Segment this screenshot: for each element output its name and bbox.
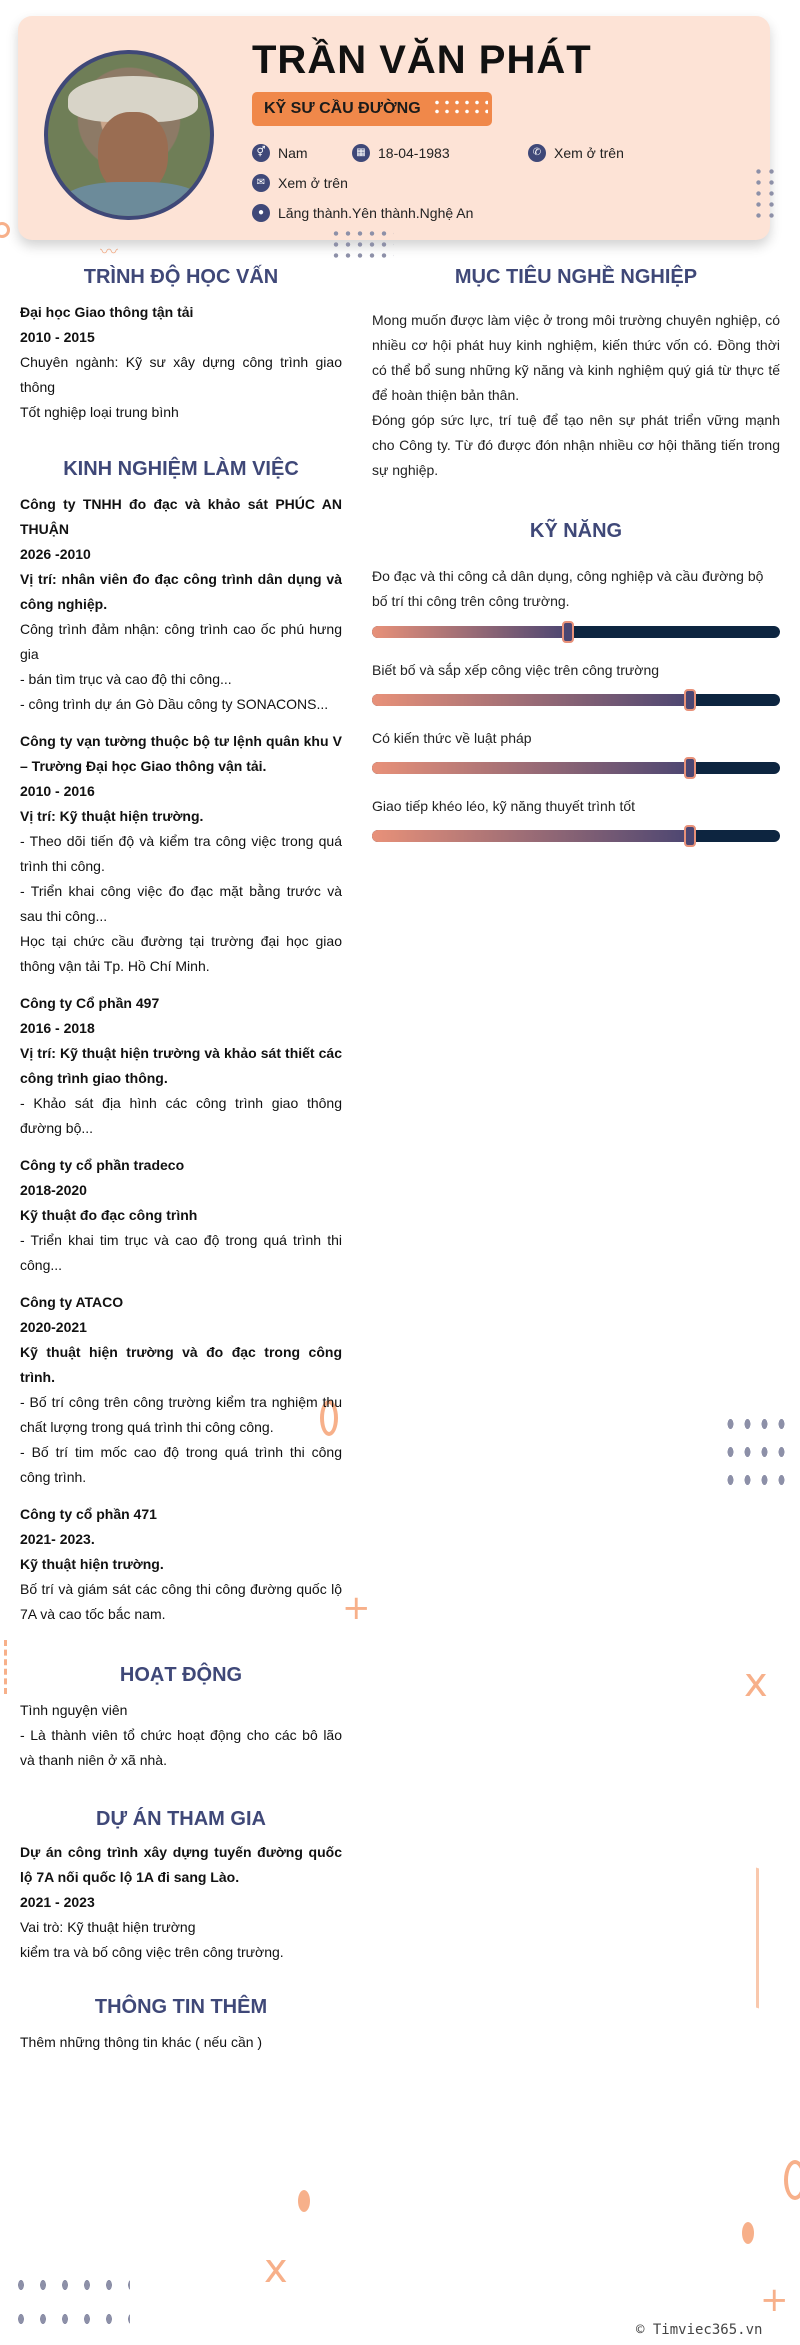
profile-header bbox=[18, 16, 770, 240]
objective-heading: MỤC TIÊU NGHỀ NGHIỆP bbox=[454, 266, 698, 288]
project-years: 2021 - 2023 bbox=[20, 1894, 95, 1910]
skill-label: Giao tiếp khéo léo, kỹ năng thuyết trình tốt bbox=[372, 798, 636, 814]
job-role: Kỹ thuật hiện trường. bbox=[20, 1556, 164, 1572]
skill-bar-fill bbox=[372, 762, 690, 774]
location-pin-icon: ● bbox=[252, 204, 270, 222]
job-line: - công trình dự án Gò Dầu công ty SONACONS... bbox=[20, 696, 329, 712]
job-line: - Bố trí tim mốc cao độ trong quá trình thi công công trình. bbox=[20, 1444, 342, 1485]
dash-decoration bbox=[4, 1640, 7, 1694]
job-entry bbox=[20, 1502, 342, 1627]
job-company: Công ty ATACO bbox=[20, 1294, 124, 1310]
job-line: - Bố trí công trên công trường kiểm tra nghiệm thu chất lượng trong quá trình thi công công. bbox=[20, 1394, 342, 1435]
plus-decoration: + bbox=[760, 2280, 789, 2320]
job-role: Vị trí: Kỹ thuật hiện trường. bbox=[20, 808, 204, 824]
job-role: Kỹ thuật đo đạc công trình bbox=[20, 1207, 198, 1223]
birthdate-value: 18-04-1983 bbox=[378, 145, 450, 161]
skills-heading: KỸ NĂNG bbox=[529, 520, 623, 542]
job-role: Vị trí: Kỹ thuật hiện trường và khảo sát thiết các công trình giao thông. bbox=[20, 1045, 342, 1086]
job-line: - Theo dõi tiến độ và kiểm tra công việc trong quá trình thi công. bbox=[20, 833, 342, 874]
oval-decoration bbox=[742, 2222, 754, 2244]
project-desc: kiểm tra và bố công việc trên công trường. bbox=[20, 1944, 284, 1960]
address-info bbox=[252, 204, 473, 222]
gender-icon: ⚥ bbox=[252, 144, 270, 162]
job-years: 2026 -2010 bbox=[20, 546, 91, 562]
calendar-icon: ▦ bbox=[352, 144, 370, 162]
phone-icon: ✆ bbox=[528, 144, 546, 162]
job-company: Công ty TNHH đo đạc và khảo sát PHÚC AN THUẬN bbox=[20, 496, 342, 537]
skill-label: Đo đạc và thi công cả dân dụng, công nghiệp và cầu đường bộ bố trí thi công trên công trường. bbox=[372, 568, 764, 609]
education-grade: Tốt nghiệp loại trung bình bbox=[20, 404, 179, 420]
job-years: 2016 - 2018 bbox=[20, 1020, 95, 1036]
job-years: 2010 - 2016 bbox=[20, 783, 95, 799]
job-entry bbox=[20, 1153, 342, 1278]
job-line: Công trình đảm nhận: công trình cao ốc phú hưng gia bbox=[20, 621, 342, 662]
objective-block bbox=[372, 308, 780, 483]
skill-level-marker bbox=[562, 621, 574, 643]
job-line: - Khảo sát địa hình các công trình giao thông đường bộ... bbox=[20, 1095, 342, 1136]
education-heading: TRÌNH ĐỘ HỌC VẤN bbox=[83, 266, 279, 288]
gender-value: Nam bbox=[278, 145, 308, 161]
circle-decoration bbox=[0, 222, 10, 238]
job-title-badge: KỸ SƯ CẦU ĐƯỜNG bbox=[252, 92, 492, 126]
project-role: Vai trò: Kỹ thuật hiện trường bbox=[20, 1919, 196, 1935]
skill-bar bbox=[372, 762, 780, 774]
job-years: 2021- 2023. bbox=[20, 1531, 95, 1547]
skill-level-marker bbox=[684, 825, 696, 847]
email-value: Xem ở trên bbox=[278, 175, 348, 191]
zigzag-decoration bbox=[756, 1867, 770, 2012]
job-line: - Triển khai tim trục và cao độ trong quá trình thi công... bbox=[20, 1232, 342, 1273]
email-info bbox=[252, 174, 348, 192]
skill-label: Có kiến thức về luật pháp bbox=[372, 730, 532, 746]
job-years: 2018-2020 bbox=[20, 1182, 87, 1198]
oval-decoration bbox=[298, 2190, 310, 2212]
ring-decoration bbox=[784, 2160, 800, 2200]
extra-info-block bbox=[20, 2030, 342, 2055]
objective-paragraph: Đóng góp sức lực, trí tuệ để tạo nên sự phát triển vững mạnh cho Công ty. Từ đó được đón nhận nhiều cơ hội thăng tiến trong sự nghiệp. bbox=[372, 412, 780, 478]
skill-label: Biết bố và sắp xếp công việc trên công trường bbox=[372, 662, 660, 678]
footer-watermark: © Timviec365.vn bbox=[636, 2322, 763, 2338]
job-line: Bố trí và giám sát các công thi công đường quốc lộ 7A và cao tốc bắc nam. bbox=[20, 1581, 342, 1622]
job-entry bbox=[20, 1290, 342, 1490]
phone-value: Xem ở trên bbox=[554, 145, 624, 161]
dot-pattern-decoration bbox=[432, 98, 488, 118]
dot-pattern-decoration bbox=[722, 1410, 786, 1494]
job-line: Học tại chức cầu đường tại trường đại học giao thông vận tải Tp. Hồ Chí Minh. bbox=[20, 933, 342, 974]
job-line: - Triển khai công việc đo đạc mặt bằng trước và sau thi công... bbox=[20, 883, 342, 924]
skill-bar-fill bbox=[372, 694, 690, 706]
x-decoration: x bbox=[264, 2246, 288, 2292]
job-company: Công ty cổ phần tradeco bbox=[20, 1157, 185, 1173]
education-block bbox=[20, 300, 342, 425]
project-name: Dự án công trình xây dựng tuyến đường quốc lộ 7A nối quốc lộ 1A đi sang Lào. bbox=[20, 1844, 342, 1885]
job-years: 2020-2021 bbox=[20, 1319, 87, 1335]
job-company: Công ty Cổ phần 497 bbox=[20, 995, 160, 1011]
avatar bbox=[44, 50, 214, 220]
plus-decoration: + bbox=[342, 1588, 371, 1628]
dot-pattern-decoration bbox=[330, 228, 394, 262]
activity-line: - Là thành viên tổ chức hoạt động cho các bô lão và thanh niên ở xã nhà. bbox=[20, 1727, 342, 1768]
address-value: Lăng thành.Yên thành.Nghệ An bbox=[278, 205, 474, 221]
extra-info-heading: THÔNG TIN THÊM bbox=[94, 1996, 268, 2018]
dot-pattern-decoration bbox=[10, 2268, 130, 2336]
job-entry bbox=[20, 492, 342, 717]
birthdate-info bbox=[352, 144, 450, 162]
education-years: 2010 - 2015 bbox=[20, 329, 95, 345]
experience-heading: KINH NGHIỆM LÀM VIỆC bbox=[63, 458, 299, 480]
projects-block bbox=[20, 1840, 342, 1965]
job-entry bbox=[20, 991, 342, 1141]
phone-info bbox=[528, 144, 624, 162]
skill-level-marker bbox=[684, 757, 696, 779]
objective-paragraph: Mong muốn được làm việc ở trong môi trường chuyên nghiệp, có nhiều cơ hội phát huy kinh nghiệm, kiến thức vốn có. Đồng thời có thể bổ sung những kỹ năng và kinh nghiệm quý giá từ thực tế để hoàn thiện bản thân. bbox=[372, 312, 780, 403]
skill-bar bbox=[372, 694, 780, 706]
experience-block bbox=[20, 492, 342, 1627]
skill-level-marker bbox=[684, 689, 696, 711]
job-company: Công ty cổ phần 471 bbox=[20, 1506, 157, 1522]
skill-bar bbox=[372, 830, 780, 842]
education-major: Chuyên ngành: Kỹ sư xây dựng công trình giao thông bbox=[20, 354, 342, 395]
extra-info-text: Thêm những thông tin khác ( nếu cần ) bbox=[20, 2034, 263, 2050]
skill-bar-fill bbox=[372, 626, 568, 638]
candidate-name: TRẦN VĂN PHÁT bbox=[252, 38, 592, 82]
skill-bar bbox=[372, 626, 780, 638]
projects-heading: DỰ ÁN THAM GIA bbox=[96, 1808, 266, 1830]
activities-block bbox=[20, 1698, 342, 1773]
job-role: Kỹ thuật hiện trường và đo đạc trong công trình. bbox=[20, 1344, 342, 1385]
job-role: Vị trí: nhân viên đo đạc công trình dân dụng và công nghiệp. bbox=[20, 571, 342, 612]
mail-icon: ✉ bbox=[252, 174, 270, 192]
gender-info bbox=[252, 144, 308, 162]
x-decoration: x bbox=[744, 1660, 768, 1706]
job-line: - bán tìm trục và cao độ thi công... bbox=[20, 671, 232, 687]
job-entry bbox=[20, 729, 342, 979]
job-company: Công ty vạn tường thuộc bộ tư lệnh quân khu V – Trường Đại học Giao thông vận tải. bbox=[20, 733, 342, 774]
activities-heading: HOẠT ĐỘNG bbox=[119, 1664, 243, 1686]
education-school: Đại học Giao thông tận tải bbox=[20, 304, 194, 320]
zigzag-decoration: 〰 bbox=[100, 242, 116, 263]
activity-line: Tình nguyện viên bbox=[20, 1702, 128, 1718]
skill-bar-fill bbox=[372, 830, 690, 842]
dot-pattern-decoration bbox=[752, 166, 778, 220]
